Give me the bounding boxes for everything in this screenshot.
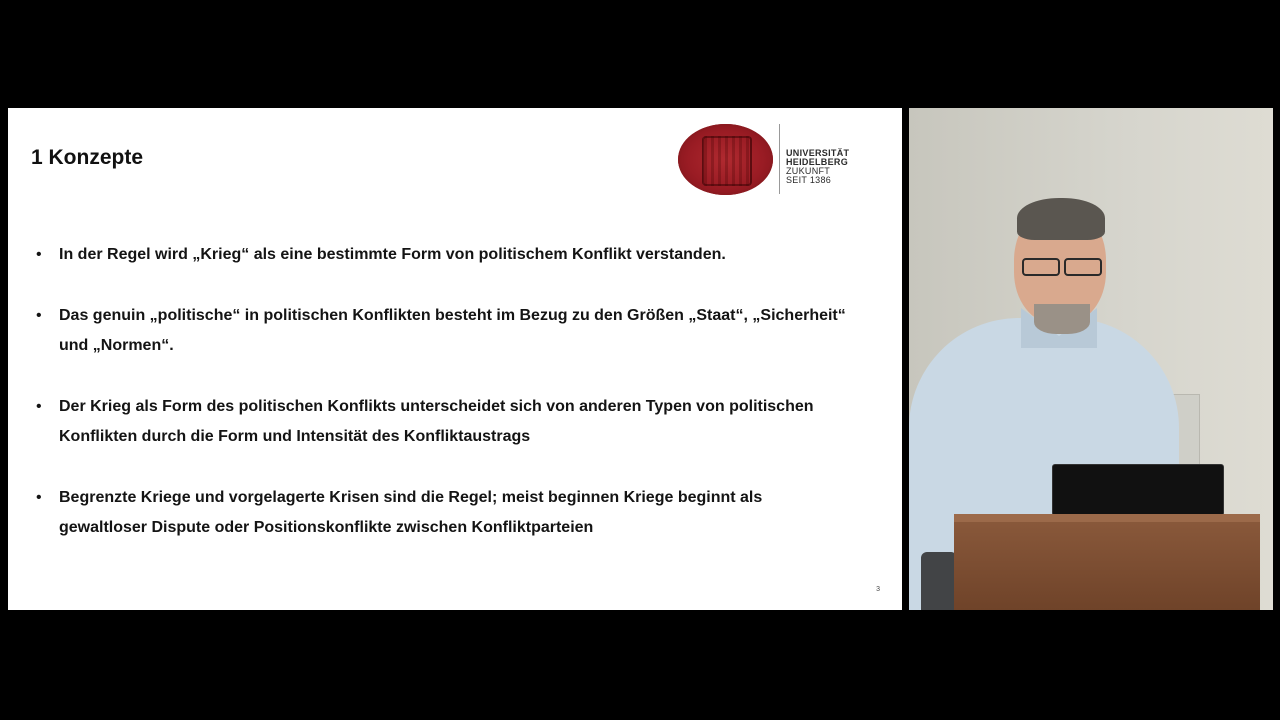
glasses-icon bbox=[1022, 258, 1104, 274]
presenter-beard bbox=[1034, 304, 1090, 334]
slide-title: 1 Konzepte bbox=[31, 146, 144, 169]
university-logo bbox=[678, 124, 868, 196]
logo-line-heidelberg: HEIDELBERG bbox=[786, 157, 849, 167]
presenter-hair bbox=[1017, 198, 1105, 240]
bullet-item bbox=[36, 301, 846, 361]
logo-line-zukunft: ZUKUNFT bbox=[786, 166, 831, 176]
bullet-text: Begrenzte Kriege und vorgelagerte Krisen sind die Regel; meist beginnen Kriege beginnt als gewaltloser Dispute oder Positionskonflikte zwischen Konfliktparteien bbox=[59, 489, 763, 536]
bullet-item bbox=[36, 240, 846, 270]
bullet-text: Der Krieg als Form des politischen Konflikts unterscheidet sich von anderen Typen von politischen Konflikten durch die Form und Intensität des Konfliktaustrags bbox=[59, 398, 814, 445]
bullet-marker: • bbox=[36, 246, 42, 263]
podium-top bbox=[954, 514, 1260, 522]
speaker-video bbox=[909, 108, 1273, 610]
bullet-item bbox=[36, 483, 846, 543]
bullet-item bbox=[36, 392, 846, 452]
bullet-marker: • bbox=[36, 307, 42, 324]
logo-line-seit: SEIT 1386 bbox=[786, 175, 832, 185]
bullet-marker: • bbox=[36, 398, 42, 415]
bullet-text: Das genuin „politische“ in politischen Konflikten besteht im Bezug zu den Größen „Staat“, „Sicherheit“ und „Normen“. bbox=[59, 307, 846, 354]
podium bbox=[954, 514, 1260, 610]
bullet-text: In der Regel wird „Krieg“ als eine bestimmte Form von politischem Konflikt verstanden. bbox=[59, 246, 726, 263]
presentation-slide bbox=[8, 108, 902, 610]
logo-text bbox=[786, 149, 849, 185]
page-number: 3 bbox=[876, 586, 880, 593]
university-seal-icon bbox=[678, 124, 773, 195]
laptop bbox=[1052, 464, 1224, 516]
logo-divider bbox=[779, 124, 780, 194]
bullet-marker: • bbox=[36, 489, 42, 506]
logo-line-universitaet: UNIVERSITÄT bbox=[786, 148, 850, 158]
cables bbox=[921, 552, 957, 610]
bullet-list bbox=[36, 240, 846, 574]
